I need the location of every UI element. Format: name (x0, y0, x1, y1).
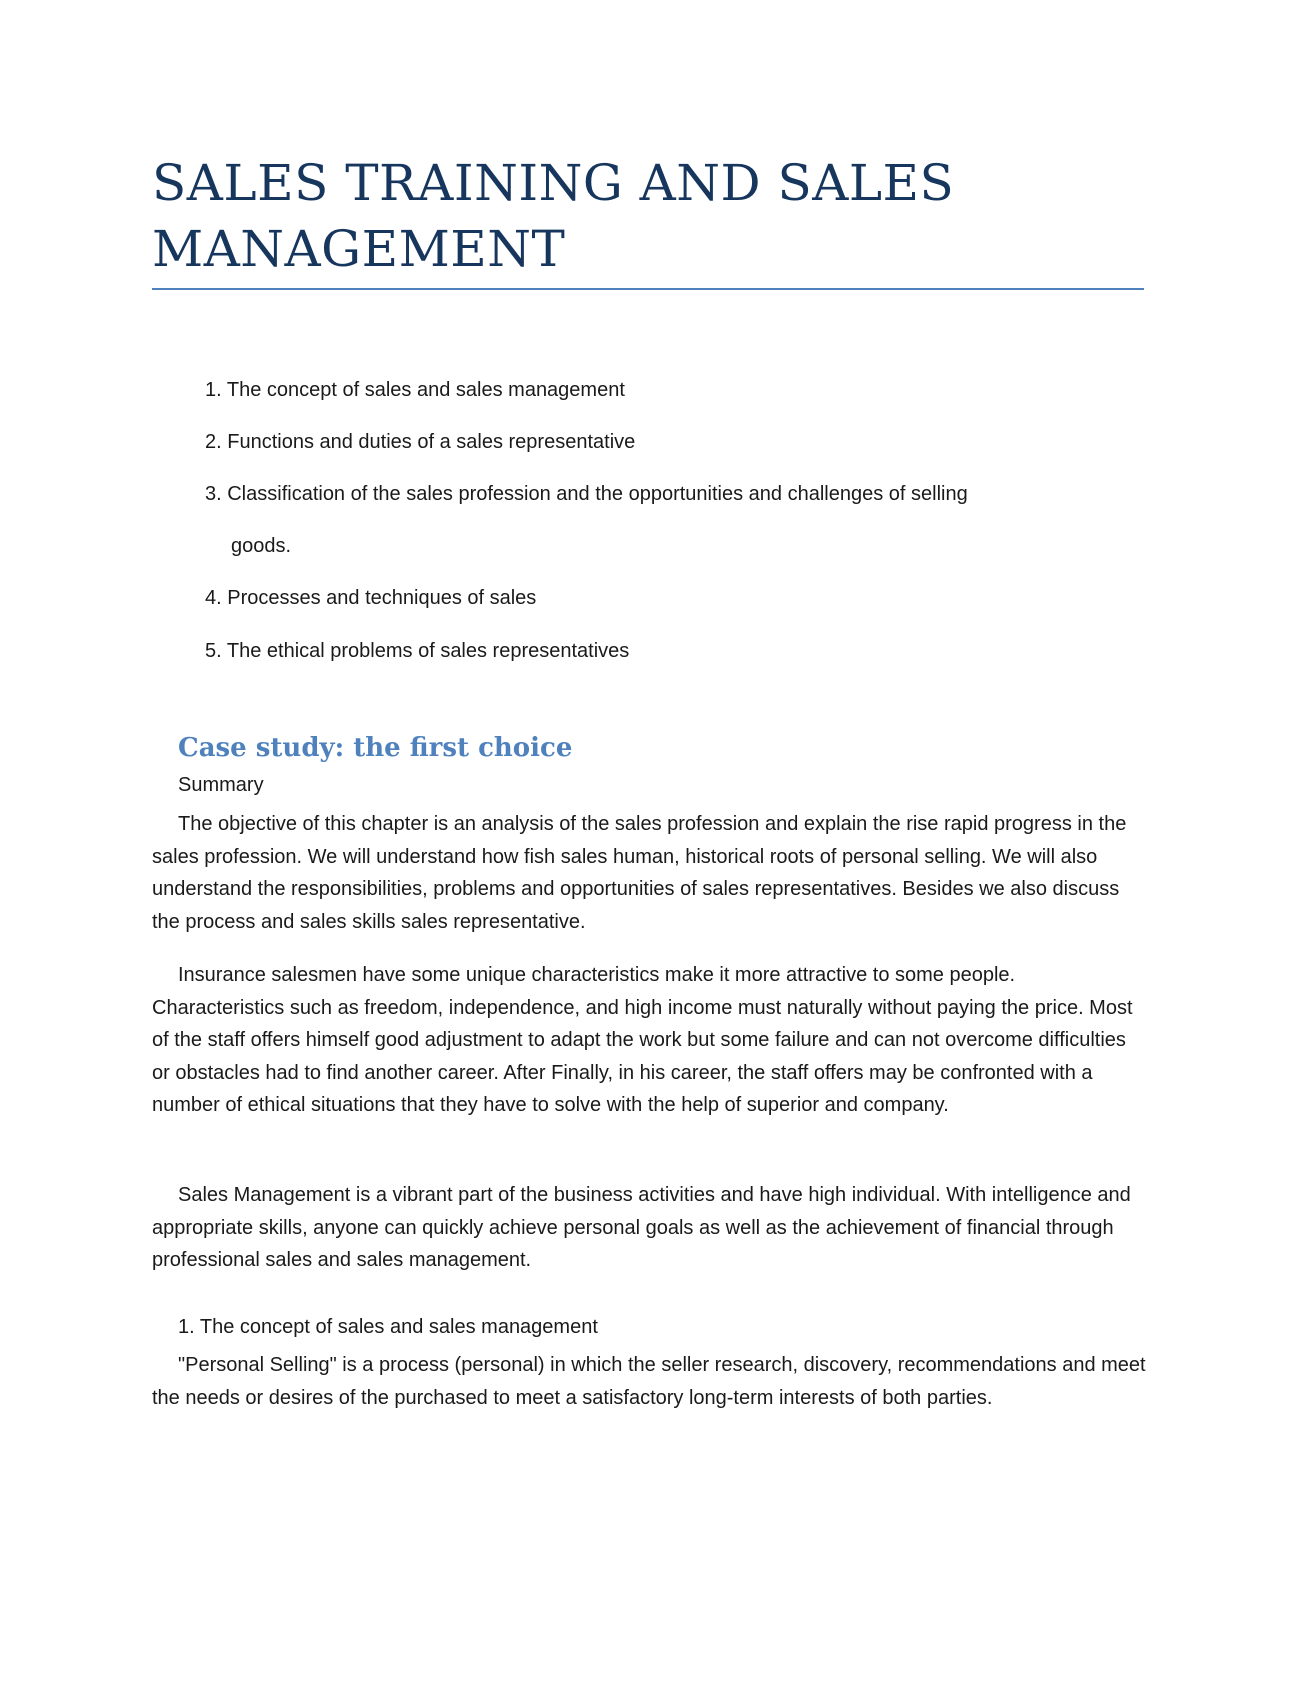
body-paragraph: Insurance salesmen have some unique characteristics make it more attractive to some people. Characteristics such as freedom, independence, and high income must naturally without paying the price. Most of the staff offers himself good adjustment to adapt the work but some failure and can not overcome difficulties or obstacles had to find another career. After Finally, in his career, the staff offers may be confronted with a number of ethical situations that they have to solve with the help of superior and company. (152, 964, 1133, 1116)
body-paragraph: The objective of this chapter is an analysis of the sales profession and explain the rise rapid progress in the sales profession. We will understand how fish sales human, historical roots of personal selling. We will also understand the responsibilities, problems and opportunities of sales representatives. Besides we also discuss the process and sales skills sales representative. (152, 813, 1127, 933)
body-paragraph: Sales Management is a vibrant part of the business activities and have high individual. With intelligence and appropriate skills, anyone can quickly achieve personal goals as well as the achievement of financial through professional sales and sales management. (152, 1184, 1131, 1271)
toc-item: 1. The concept of sales and sales management (205, 379, 625, 401)
document-title: SALES TRAINING AND SALES MANAGEMENT (152, 154, 955, 278)
title-underline (152, 288, 1144, 290)
toc-item: 2. Functions and duties of a sales representative (205, 431, 636, 453)
toc-item: 4. Processes and techniques of sales (205, 587, 537, 609)
section-heading-item: 1. The concept of sales and sales management (178, 1316, 598, 1338)
case-study-heading: Case study: the first choice (178, 733, 573, 763)
toc-item-continuation: goods. (231, 535, 292, 557)
toc-item: 3. Classification of the sales profession and the opportunities and challenges of selling (205, 483, 968, 505)
summary-label: Summary (178, 774, 264, 796)
body-paragraph: "Personal Selling" is a process (personal) in which the seller research, discovery, recommendations and meet the needs or desires of the purchased to meet a satisfactory long-term interests of both parties. (152, 1354, 1146, 1409)
toc-item: 5. The ethical problems of sales representatives (205, 640, 630, 662)
